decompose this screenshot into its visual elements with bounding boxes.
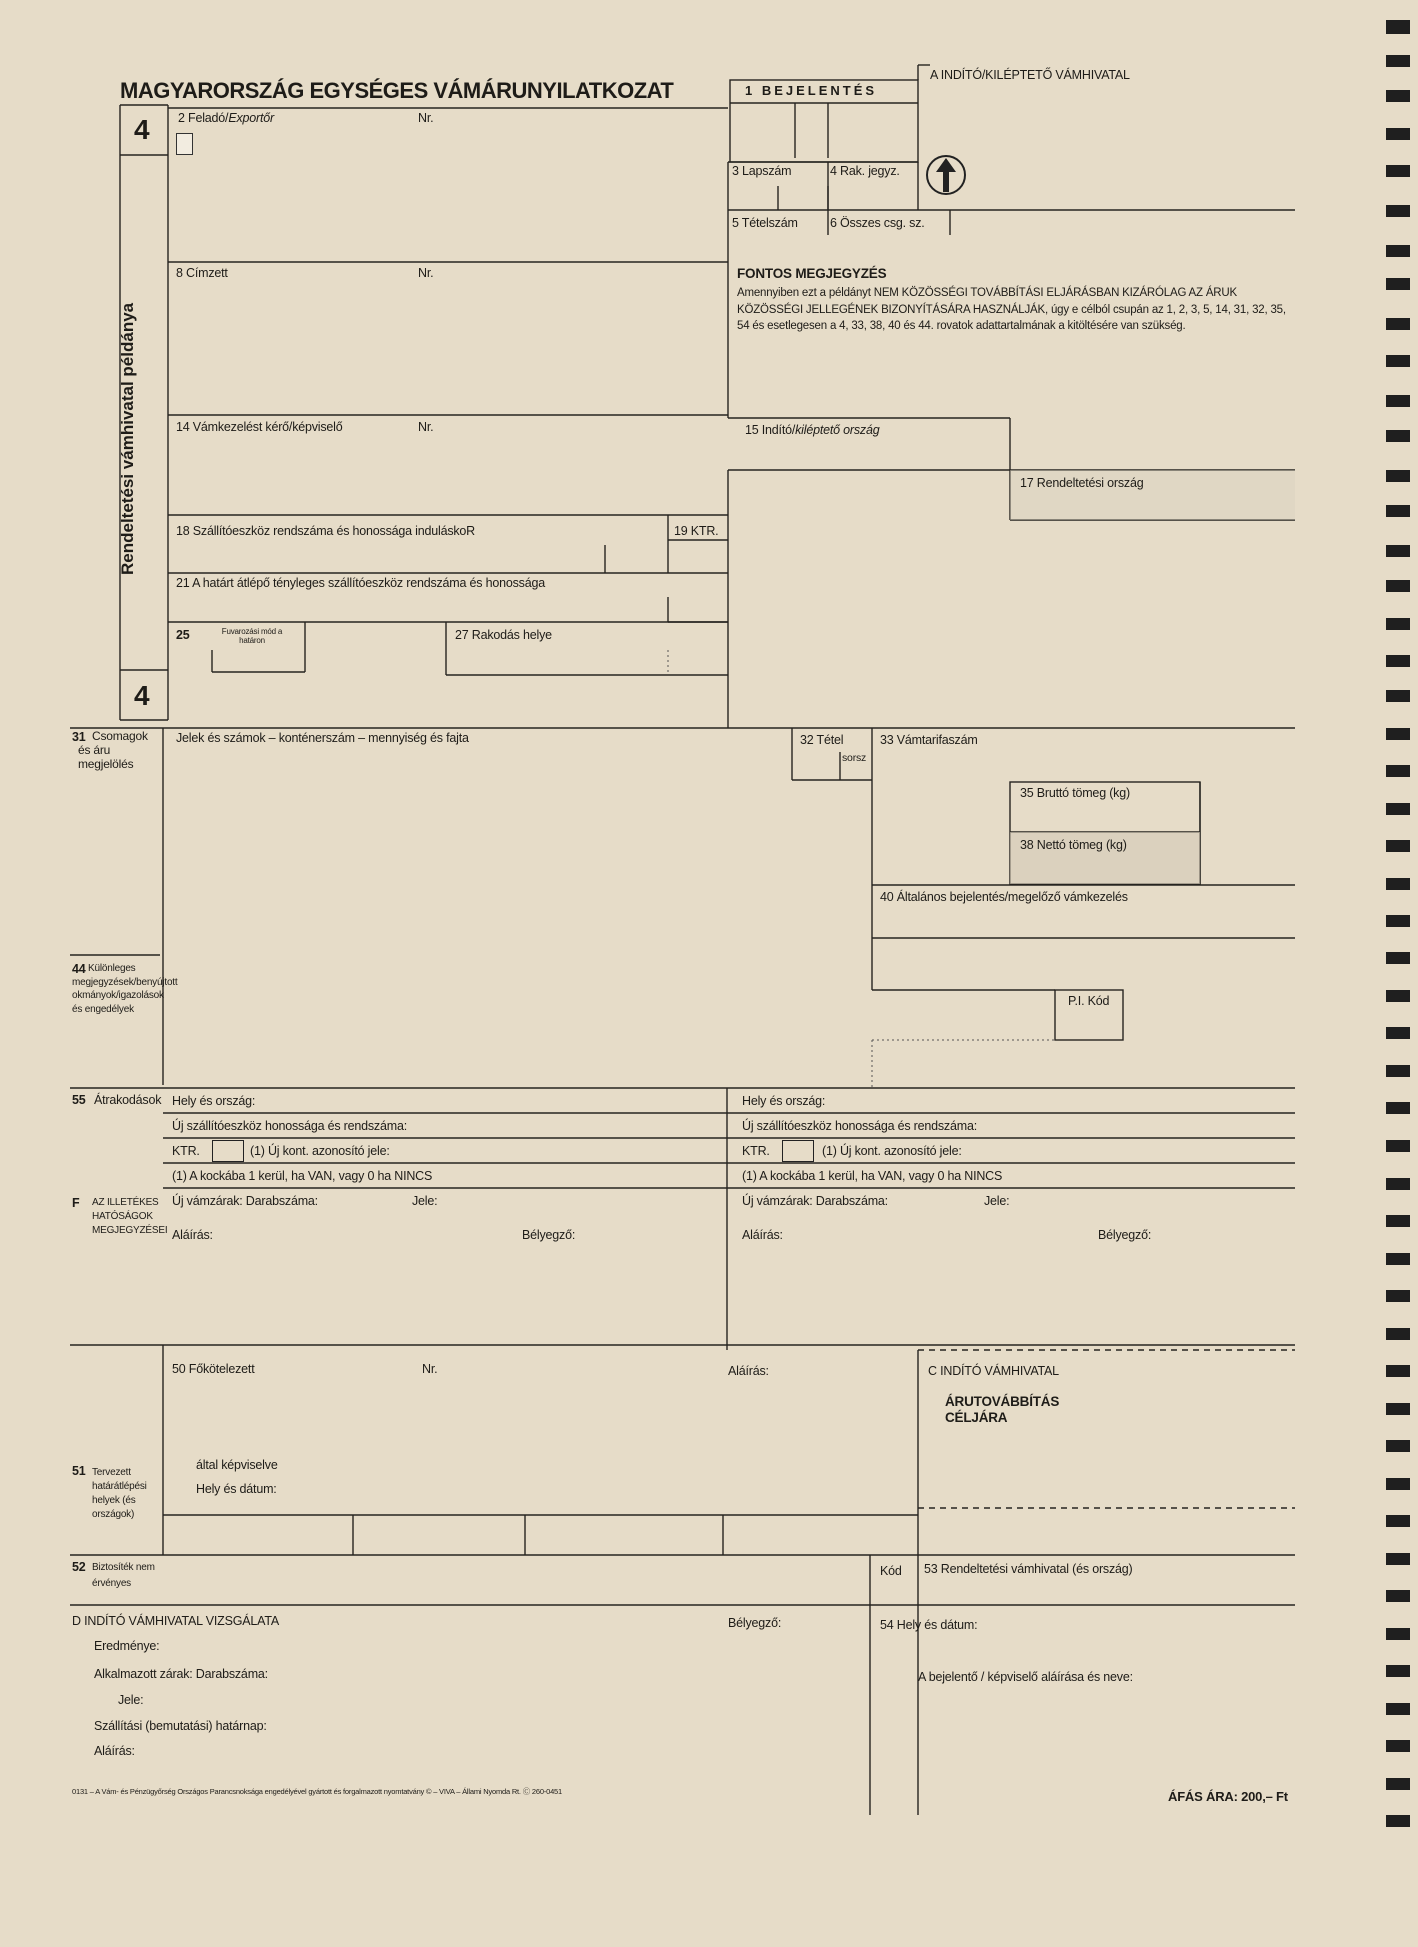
printer-mark xyxy=(1386,1515,1410,1527)
declaration-box-label: 1 BEJELENTÉS xyxy=(745,83,878,98)
printer-mark xyxy=(1386,655,1410,667)
left-uj-szallitoeszkoz: Új szállítóeszköz honossága és rendszáma: xyxy=(172,1119,407,1133)
field-8-label: 8 Címzett xyxy=(176,266,228,280)
printer-mark xyxy=(1386,765,1410,777)
right-hely-orszag: Hely és ország: xyxy=(742,1094,826,1108)
copy-number-bottom: 4 xyxy=(134,680,150,711)
field-2-nr: Nr. xyxy=(418,111,434,125)
footer-price: ÁFÁS ÁRA: 200,– Ft xyxy=(1168,1789,1288,1804)
left-hely-orszag: Hely és ország: xyxy=(172,1094,256,1108)
printer-mark xyxy=(1386,580,1410,592)
left-alairas: Aláírás: xyxy=(172,1228,213,1242)
printer-mark xyxy=(1386,878,1410,890)
field-50-label: 50 Főkötelezett xyxy=(172,1362,255,1376)
field-50-nr: Nr. xyxy=(422,1362,438,1376)
printer-mark xyxy=(1386,245,1410,257)
field-52-number: 52 xyxy=(72,1560,86,1574)
altal-kepviselve: által képviselve xyxy=(196,1458,278,1472)
right-uj-szallitoeszkoz: Új szállítóeszköz honossága és rendszáma: xyxy=(742,1119,977,1133)
section-f-letter: F xyxy=(72,1196,80,1210)
field-55-label: Átrakodások xyxy=(94,1093,162,1107)
printer-mark xyxy=(1386,1478,1410,1490)
printer-mark xyxy=(1386,505,1410,517)
printer-mark xyxy=(1386,990,1410,1002)
section-d-label: D INDÍTÓ VÁMHIVATAL VIZSGÁLATA xyxy=(72,1614,279,1628)
printer-mark xyxy=(1386,55,1410,67)
jele-d: Jele: xyxy=(118,1693,144,1707)
alairas-d: Aláírás: xyxy=(94,1744,135,1758)
printer-mark xyxy=(1386,205,1410,217)
section-c-transit: ÁRUTOVÁBBÍTÁS CÉLJÁRA xyxy=(945,1394,1060,1425)
field-31-label: Csomagok és áru megjelölés xyxy=(78,729,148,771)
left-belyegzo: Bélyegző: xyxy=(522,1228,576,1242)
right-ktr: KTR. xyxy=(742,1144,770,1158)
belyegzo-d: Bélyegző: xyxy=(728,1616,782,1630)
field-33-label: 33 Vámtarifaszám xyxy=(880,733,978,747)
printer-mark xyxy=(1386,318,1410,330)
field-50-alairas: Aláírás: xyxy=(728,1364,769,1378)
field-32-sub: sorsz xyxy=(842,752,867,764)
field-14-nr: Nr. xyxy=(418,420,434,434)
field-44-number: 44 xyxy=(72,962,86,976)
field-52-label: Biztosíték nem érvényes xyxy=(92,1562,155,1589)
printer-mark xyxy=(1386,278,1410,290)
customs-form-page: MAGYARORSZÁG EGYSÉGES VÁMÁRUNYILATKOZAT 1 BEJELENTÉS A INDÍTÓ/KILÉPTETŐ VÁMHIVATAL 4 4 Rendeltetési vámhivatal példánya 2 Feladó/Exportőr Nr. 3 Lapszám 4 Rak. jegyz. 5 Tételszám 6 Összes csg. sz. 8 Címzett Nr. FONTOS MEGJEGYZÉS Amennyiben ezt a példányt NEM KÖZÖSSÉGI TOVÁBBÍTÁSI ELJÁRÁSBAN KIZÁRÓLAG AZ ÁRUK KÖZÖSSÉGI JELLEGÉNEK BIZONYÍTÁSÁRA HASZNÁLJÁK, úgy e célból csupán az 1, 2, 3, 5, 14, 31, 32, 35, 54 és esetlegesen a 4, 33, 38, 40 és 44. rovatok adattartalmának a kitöltésére van szükség. 14 Vámkezelést kérő/képviselő Nr. 15 Indító/kiléptető ország 17 Rendeltetési ország 18 Szállítóeszköz rendszáma és honossága induláskoR 19 KTR. 21 A határt átlépő tényleges szállítóeszköz rendszáma és honossága 25 Fuvarozási mód a határon 27 Rakodás helye 31 Csomagok és áru megjelölés Jelek és számok – konténerszám – mennyiség és fajta 32 Tétel sorsz 33 Vámtarifaszám 35 Bruttó tömeg (kg) 38 Nettó tömeg (kg) 40 Általános bejelentés/megelőző vámkezelés 44 Különleges megjegyzések/benyújtott okmányok/igazolások és engedélyek P.I. Kód 55 Átrakodások Hely és ország: Új szállítóeszköz honossága és rendszáma: KTR. (1) Új kont. azonosító jele: (1) A kockába 1 kerül, ha VAN, vagy 0 ha NINCS Új vámzárak: Darabszáma: Jele: Aláírás: Bélyegző: Hely és ország: Új szállítóeszköz honossága és rendszáma: KTR. (1) Új kont. azonosító jele: (1) A kockába 1 kerül, ha VAN, vagy 0 ha NINCS Új vámzárak: Darabszáma: Jele: Aláírás: Bélyegző: F AZ ILLETÉKES HATÓSÁGOK MEGJEGYZÉSEI 50 Főkötelezett Nr. Aláírás: által képviselve Hely és dátum: C INDÍTÓ VÁMHIVATAL ÁRUTOVÁBBÍTÁS CÉLJÁRA 51 Tervezett határátlépési helyek (és országok) 52 Biztosíték nem érvényes Kód 53 Rendeltetési vámhivatal (és ország) D INDÍTÓ VÁMHIVATAL VIZSGÁLATA Eredménye: Alkalmazott zárak: Darabszáma: Jele: Szállítási (bemutatási) határnap: Aláírás: Bélyegző: 54 Hely és dátum: A bejelentő / képviselő aláírása és neve: 0131 – A Vám- és Pénzügyőrség Országos Parancsnoksága engedélyével gyártott és forgalmazott nyomtatvány © – VIVA – Állami Nyomda Rt. Ⓒ 260-0451 ÁFÁS ÁRA: 200,– Ft xyxy=(0,0,1418,1947)
printer-mark xyxy=(1386,355,1410,367)
form-title: MAGYARORSZÁG EGYSÉGES VÁMÁRUNYILATKOZAT xyxy=(120,78,674,103)
hely-es-datum-50: Hely és dátum: xyxy=(196,1482,277,1496)
field-19-label: 19 KTR. xyxy=(674,524,719,538)
printer-mark xyxy=(1386,728,1410,740)
printer-mark xyxy=(1386,803,1410,815)
field-21-label: 21 A határt átlépő tényleges szállítóeszköz rendszáma és honossága xyxy=(176,576,545,590)
field-44-label: Különleges megjegyzések/benyújtott okmányok/igazolások és engedélyek xyxy=(72,963,178,1015)
field-27-label: 27 Rakodás helye xyxy=(455,628,552,642)
copy-number-top: 4 xyxy=(134,114,150,145)
field-31-number: 31 xyxy=(72,730,86,744)
printer-mark xyxy=(1386,618,1410,630)
printer-mark xyxy=(1386,840,1410,852)
alkalmazott-zarak: Alkalmazott zárak: Darabszáma: xyxy=(94,1667,268,1681)
right-jele: Jele: xyxy=(984,1194,1010,1208)
field-35-label: 35 Bruttó tömeg (kg) xyxy=(1020,786,1130,800)
printer-mark xyxy=(1386,1178,1410,1190)
field-51-label: Tervezett határátlépési helyek (és országok) xyxy=(92,1467,147,1520)
left-kockaba-note: (1) A kockába 1 kerül, ha VAN, vagy 0 ha NINCS xyxy=(172,1169,433,1183)
left-uj-kont: (1) Új kont. azonosító jele: xyxy=(250,1144,390,1158)
printer-mark xyxy=(1386,1102,1410,1114)
pi-kod-label: P.I. Kód xyxy=(1068,994,1110,1008)
right-uj-vamzarak: Új vámzárak: Darabszáma: xyxy=(742,1194,888,1208)
section-f-label: AZ ILLETÉKES HATÓSÁGOK MEGJEGYZÉSEI xyxy=(92,1197,168,1236)
right-kockaba-note: (1) A kockába 1 kerül, ha VAN, vagy 0 ha NINCS xyxy=(742,1169,1003,1183)
left-uj-vamzarak: Új vámzárak: Darabszáma: xyxy=(172,1194,318,1208)
printer-mark xyxy=(1386,1740,1410,1752)
field-3-label: 3 Lapszám xyxy=(732,164,792,178)
printer-mark xyxy=(1386,1778,1410,1790)
printer-mark xyxy=(1386,1365,1410,1377)
field-15-label: 15 Indító/kiléptető ország xyxy=(745,423,880,437)
szallitasi-hatarnap: Szállítási (bemutatási) határnap: xyxy=(94,1719,267,1733)
printer-mark xyxy=(1386,1703,1410,1715)
printer-mark xyxy=(1386,1440,1410,1452)
field-51-number: 51 xyxy=(72,1464,86,1478)
printer-mark xyxy=(1386,1665,1410,1677)
printer-mark xyxy=(1386,1590,1410,1602)
field-17-label: 17 Rendeltetési ország xyxy=(1020,476,1144,490)
printer-mark xyxy=(1386,1403,1410,1415)
rotation-arrow-icon xyxy=(927,156,965,194)
printer-mark xyxy=(1386,1215,1410,1227)
left-jele: Jele: xyxy=(412,1194,438,1208)
printer-mark xyxy=(1386,128,1410,140)
field-31-description: Jelek és számok – konténerszám – mennyiség és fajta xyxy=(176,731,469,745)
eredmenye: Eredménye: xyxy=(94,1639,160,1653)
left-ktr-box[interactable] xyxy=(212,1140,244,1162)
field-54-label: 54 Hely és dátum: xyxy=(880,1618,978,1632)
section-a-label: A INDÍTÓ/KILÉPTETŐ VÁMHIVATAL xyxy=(930,68,1130,82)
field-25-number: 25 xyxy=(176,628,190,642)
printer-mark xyxy=(1386,1140,1410,1152)
printer-mark xyxy=(1386,1027,1410,1039)
field-25-label: Fuvarozási mód a határon xyxy=(221,627,283,646)
printer-mark xyxy=(1386,395,1410,407)
printer-mark xyxy=(1386,20,1410,34)
kod-label: Kód xyxy=(880,1564,902,1578)
field-40-label: 40 Általános bejelentés/megelőző vámkezelés xyxy=(880,890,1128,904)
printer-mark xyxy=(1386,1253,1410,1265)
printer-mark xyxy=(1386,545,1410,557)
field-32-label: 32 Tétel xyxy=(800,733,844,747)
field-8-nr: Nr. xyxy=(418,266,434,280)
field-6-label: 6 Összes csg. sz. xyxy=(830,216,925,230)
field-53-label: 53 Rendeltetési vámhivatal (és ország) xyxy=(924,1562,1133,1576)
field-4-label: 4 Rak. jegyz. xyxy=(830,164,900,178)
printer-mark xyxy=(1386,90,1410,102)
printer-mark xyxy=(1386,1290,1410,1302)
printer-mark xyxy=(1386,1815,1410,1827)
printer-mark xyxy=(1386,470,1410,482)
field-14-label: 14 Vámkezelést kérő/képviselő xyxy=(176,420,343,434)
right-belyegzo: Bélyegző: xyxy=(1098,1228,1152,1242)
field-18-label: 18 Szállítóeszköz rendszáma és honossága induláskoR xyxy=(176,524,476,538)
printer-mark xyxy=(1386,690,1410,702)
notice-title: FONTOS MEGJEGYZÉS xyxy=(737,266,887,281)
right-alairas: Aláírás: xyxy=(742,1228,783,1242)
printer-mark xyxy=(1386,1628,1410,1640)
field-55-number: 55 xyxy=(72,1093,86,1107)
field-38-label: 38 Nettó tömeg (kg) xyxy=(1020,838,1127,852)
printer-mark xyxy=(1386,915,1410,927)
footer-imprint: 0131 – A Vám- és Pénzügyőrség Országos Parancsnoksága engedélyével gyártott és forgalmazott nyomtatvány © – VIVA – Állami Nyomda Rt. Ⓒ 260-0451 xyxy=(72,1787,562,1796)
printer-mark xyxy=(1386,165,1410,177)
printer-mark xyxy=(1386,1328,1410,1340)
sender-checkbox[interactable] xyxy=(176,133,193,155)
field-5-label: 5 Tételszám xyxy=(732,216,798,230)
section-c-label: C INDÍTÓ VÁMHIVATAL xyxy=(928,1364,1059,1378)
field-2-label: 2 Feladó/Exportőr xyxy=(178,111,274,125)
printer-mark xyxy=(1386,1065,1410,1077)
printer-mark xyxy=(1386,1553,1410,1565)
right-ktr-box[interactable] xyxy=(782,1140,814,1162)
notice-body: Amennyiben ezt a példányt NEM KÖZÖSSÉGI TOVÁBBÍTÁSI ELJÁRÁSBAN KIZÁRÓLAG AZ ÁRUK KÖZÖSSÉGI JELLEGÉNEK BIZONYÍTÁSÁRA HASZNÁLJÁK, úgy e célból csupán az 1, 2, 3, 5, 14, 31, 32, 35, 54 és esetlegesen a 4, 33, 38, 40 és 44. rovatok adattartalmának a kitöltésére van szükség. xyxy=(737,287,1286,333)
left-ktr: KTR. xyxy=(172,1144,200,1158)
printer-mark xyxy=(1386,430,1410,442)
right-uj-kont: (1) Új kont. azonosító jele: xyxy=(822,1144,962,1158)
bejelento-alairasa: A bejelentő / képviselő aláírása és neve: xyxy=(918,1670,1133,1684)
printer-mark xyxy=(1386,952,1410,964)
